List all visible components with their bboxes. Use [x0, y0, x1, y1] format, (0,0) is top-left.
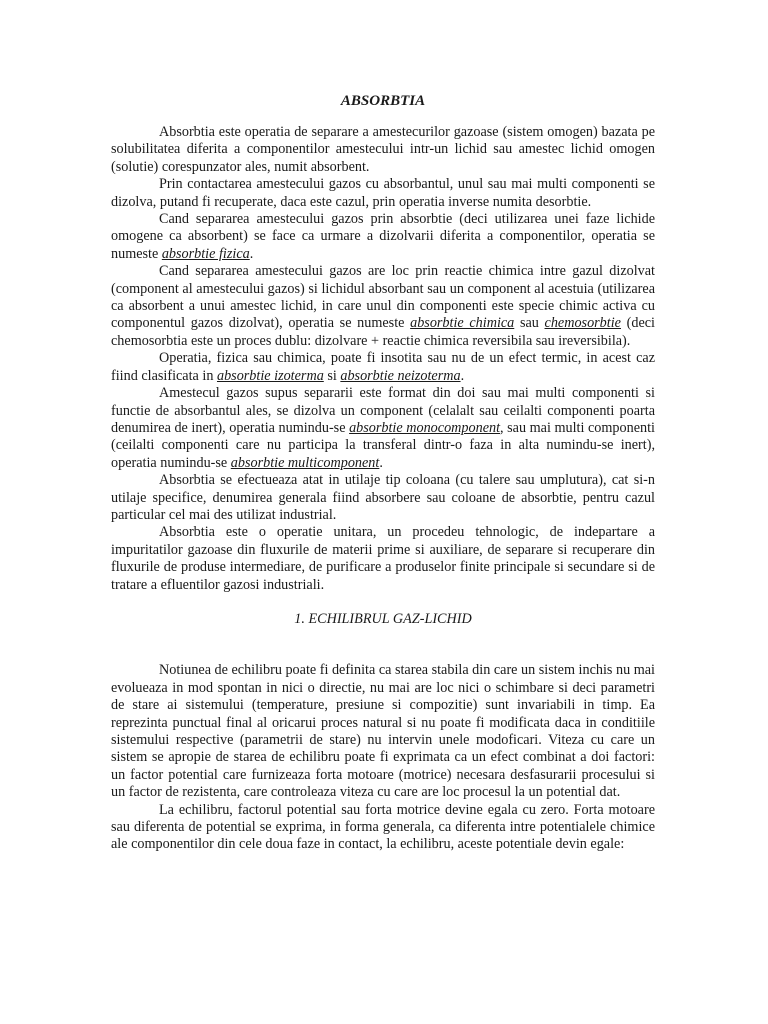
document-title: ABSORBTIA [340, 93, 426, 109]
paragraph-text: . [249, 245, 254, 262]
paragraph-text: Absorbtia este operatia de separare a amestecurilor gazoase (sistem omogen) bazata pe solubilitatea diferita a componentilor amestecului intr-un lichid sau amestec lichid omogen (solutie) corespunzator ales, numit absorbent. [111, 124, 655, 175]
paragraph-text: si [323, 367, 341, 384]
term-multicomponent-absorption: absorbtie multicomponent [230, 454, 380, 471]
paragraph-contacting [111, 176, 655, 211]
term-chemosorption: chemosorbtie [544, 315, 621, 332]
paragraph-text: Cand separarea amestecului gazos prin absorbtie (deci utilizarea unei faze lichide omogene ca absorbent) se face ca urmare a dizolvarii diferita a componentilor, operatia se numeste [111, 211, 655, 262]
paragraph-text: (deci chemosorbtia este un proces dublu: dizolvare + reactie chimica reversibila sau ireversibila). [111, 315, 655, 349]
paragraph-text: Operatia, fizica sau chimica, poate fi insotita sau nu de un efect termic, in acest caz fiind clasificata in [111, 350, 655, 384]
paragraph-unit-operation [111, 524, 655, 594]
paragraph-text: Absorbtia se efectueaza atat in utilaje tip coloana (cu talere sau umplutura), cat si-n utilaje specifice, denumirea generala fiind absorbere sau coloane de absorbtie, pentru cazul particular cel mai des utilizat industrial. [111, 472, 655, 523]
term-monocomponent-absorption: absorbtie monocomponent [349, 419, 501, 436]
paragraph-equipment [111, 472, 655, 524]
paragraph-equilibrium-definition [111, 662, 655, 801]
paragraph-physical-absorption [111, 211, 655, 263]
paragraph-text: Notiunea de echilibru poate fi definita ca starea stabila din care un sistem inchis nu mai evolueaza in mod spontan in nici o directie, nu mai are loc nici o schimbare si deci parametri de stare ai sistemului (temperature, presiune si compozitie) sunt invariabili in timp. Ea reprezinta punctual final al oricarui proces natural si nu poate fi modificata daca in conditiile sistemului respective (parametrii de stare) nu intervin unele modoficari. Viteza cu care un sistem se apropie de starea de echilibru poate fi exprimata ca un efect combinat a doi factori: un factor potential care furnizeaza forta motoare (motrice) necesara desfasurarii procesului si un factor de rezistenta, care controleaza viteza cu care are loc procesul la un potential dat. [111, 662, 655, 801]
document-page [111, 92, 655, 854]
paragraph-text: Absorbtia este o operatie unitara, un procedeu tehnologic, de indepartare a impuritatilor gazoase din fluxurile de materii prime si auxiliare, de separare si recuperare din fluxurile de produse intermediare, de purificare a produselor finite principale si secundare si de tratare a efluentilor gazosi industriali. [111, 524, 655, 593]
paragraph-text: Prin contactarea amestecului gazos cu absorbantul, unul sau mai multi componenti se dizolva, putand fi recuperate, daca este cazul, prin operatia inverse numita desorbtie. [111, 176, 655, 210]
paragraph-chemical-absorption [111, 263, 655, 350]
paragraph-thermal-effect [111, 350, 655, 385]
paragraph-components [111, 385, 655, 472]
section-heading: 1. ECHILIBRUL GAZ-LICHID [294, 610, 472, 627]
paragraph-definition [111, 124, 655, 176]
paragraph-text: . [379, 454, 383, 471]
paragraph-text: sau [514, 315, 545, 332]
paragraph-text: Amestecul gazos supus separarii este format din doi sau mai multi componenti si functie de absorbantul ales, se dizolva un component (celalalt sau ceilalti componenti poarta denumirea de inert), operatia numindu-se [111, 385, 655, 436]
paragraph-text: . [460, 367, 465, 384]
term-physical-absorption: absorbtie fizica [161, 245, 250, 262]
term-chemical-absorption: absorbtie chimica [410, 315, 515, 332]
paragraph-text: Cand separarea amestecului gazos are loc prin reactie chimica intre gazul dizolvat (component al amestecului gazos) si lichidul absorbant sau un component al acestuia (utilizarea ca absorbent a unui amestec lichid, in care unul din componenti este specie chimic activa cu componentul gazos dizolvat), operatia se numeste [111, 263, 655, 332]
paragraph-text: La echilibru, factorul potential sau forta motrice devine egala cu zero. Forta motoare sau diferenta de potential se exprima, in forma generala, ca diferenta intre potentialele chimice ale componentilor din cele doua faze in contact, la echilibru, aceste potentiale devin egale: [111, 801, 655, 853]
term-isothermal-absorption: absorbtie izoterma [216, 367, 324, 384]
paragraph-equilibrium-driving-force [111, 802, 655, 854]
term-nonisothermal-absorption: absorbtie neizoterma [340, 367, 461, 384]
paragraph-text: , sau mai multi componenti (ceilalti componenti care nu participa la transferal dintr-o faza in alta numindu-se inert), operatia numindu-se [111, 419, 655, 471]
